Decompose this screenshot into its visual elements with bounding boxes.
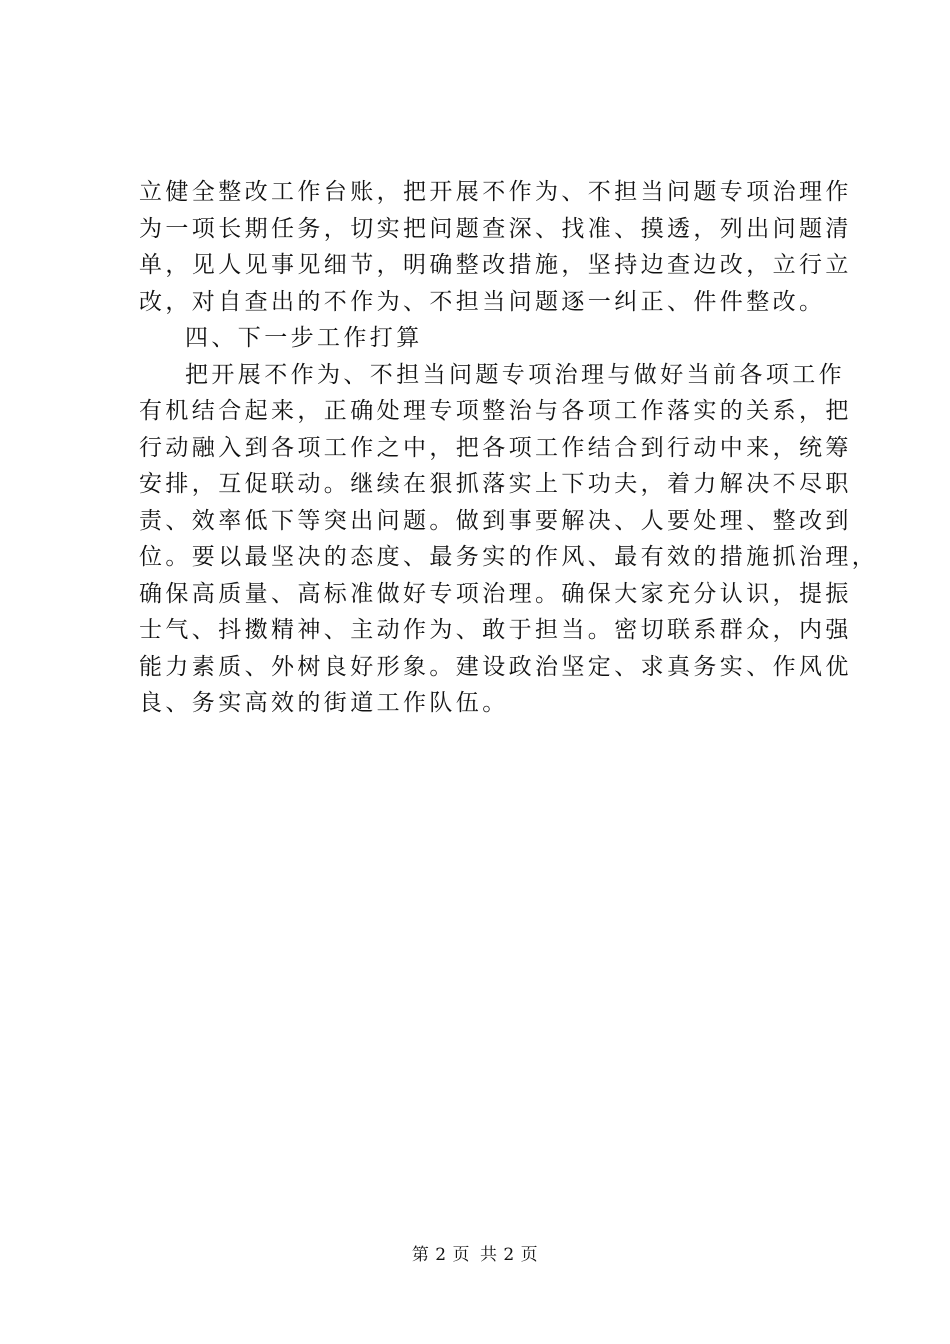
page-total: 共 2 页 bbox=[480, 1245, 539, 1265]
paragraph-line: 能力素质、外树良好形象。建设政治坚定、求真务实、作风优 bbox=[139, 653, 852, 680]
page-number: 第 2 页 bbox=[411, 1245, 470, 1265]
paragraph-line: 良、务实高效的街道工作队伍。 bbox=[139, 690, 509, 716]
paragraph-line: 士气、抖擞精神、主动作为、敢于担当。密切联系群众，内强 bbox=[139, 617, 852, 643]
paragraph-line: 确保高质量、高标准做好专项治理。确保大家充分认识，提振 bbox=[139, 580, 852, 607]
section-heading: 四、下一步工作打算 bbox=[185, 325, 423, 351]
paragraph-line: 单，见人见事见细节，明确整改措施，坚持边查边改，立行立 bbox=[139, 252, 852, 278]
paragraph-line: 立健全整改工作台账，把开展不作为、不担当问题专项治理作 bbox=[139, 179, 852, 205]
paragraph-line: 改，对自查出的不作为、不担当问题逐一纠正、件件整改。 bbox=[139, 288, 826, 315]
page-footer bbox=[0, 1243, 950, 1267]
paragraph-line: 责、效率低下等突出问题。做到事要解决、人要处理、整改到 bbox=[139, 507, 852, 534]
paragraph-line: 有机结合起来，正确处理专项整治与各项工作落实的关系，把 bbox=[139, 398, 852, 424]
paragraph-line: 为一项长期任务，切实把问题查深、找准、摸透，列出问题清 bbox=[139, 215, 852, 242]
paragraph-line: 安排，互促联动。继续在狠抓落实上下功夫，着力解决不尽职 bbox=[139, 471, 852, 497]
paragraph-line: 把开展不作为、不担当问题专项治理与做好当前各项工作 bbox=[185, 361, 845, 388]
document-body bbox=[139, 174, 879, 722]
paragraph-line: 行动融入到各项工作之中，把各项工作结合到行动中来，统筹 bbox=[139, 434, 852, 461]
paragraph-line: 位。要以最坚决的态度、最务实的作风、最有效的措施抓治理， bbox=[139, 544, 879, 570]
